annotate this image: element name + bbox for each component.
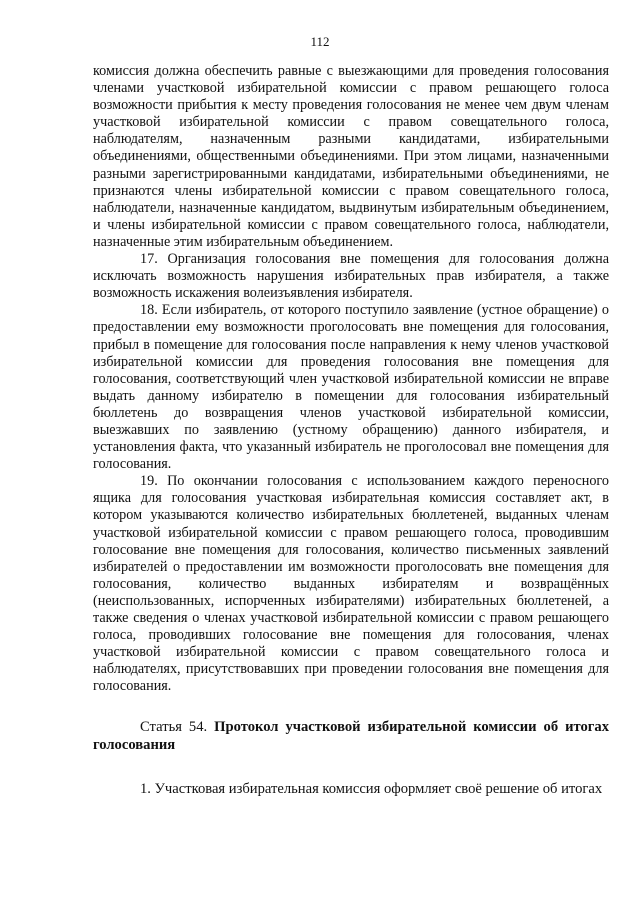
article-heading xyxy=(93,718,609,754)
document-body xyxy=(93,63,609,799)
article-title: Протокол участковой избирательной комиссии об итогах голосования xyxy=(93,719,610,754)
paragraph-article-54-1: 1. Участковая избирательная комиссия оформляет своё решение об итогах xyxy=(140,781,603,798)
paragraph-19: 19. По окончании голосования с использованием каждого переносного ящика для голосования участковая избирательная комиссия составляет акт, в котором указываются количество избирательных бюллетеней, выданных членам участковой избирательной комиссии с правом решающего голоса, проводившим голосование вне помещения для голосования, количество письменных заявлений избирателей о предоставлении им возможности проголосовать вне помещения для голосования, количество выданных избирателям и возвращённых (неиспользованных, испорченных избирателями) избирательных бюллетеней, а также сведения о членах участковой избирательной комиссии с правом решающего голоса, проводивших голосование вне помещения для голосования, членах участковой избирательной комиссии с правом совещательного голоса и наблюдателях, присутствовавших при проведении голосования вне помещения для голосования. xyxy=(93,473,609,695)
paragraph-17: 17. Организация голосования вне помещения для голосования должна исключать возможность нарушения избирательных прав избирателя, а также возможность искажения волеизъявления избирателя. xyxy=(93,251,609,302)
paragraph-continuation: комиссия должна обеспечить равные с выезжающими для проведения голосования членами участковой избирательной комиссии с правом решающего голоса возможности прибытия к месту проведения голосования не менее чем двум членам участковой избирательной комиссии с правом совещательного голоса, наблюдателям, назначенным разными кандидатами, избирательными объединениями, общественными объединениями. При этом лицами, назначенными разными зарегистрированными кандидатами, избирательными объединениями, не признаются члены избирательной комиссии с правом совещательного голоса, наблюдатели, назначенные кандидатом, выдвинутым избирательным объединением, и члены избирательной комиссии с правом совещательного голоса, наблюдатели, назначенные этим избирательным объединением. xyxy=(93,63,609,250)
article-number: Статья 54. xyxy=(140,719,215,736)
page-number: 112 xyxy=(310,34,330,49)
paragraph-18: 18. Если избиратель, от которого поступило заявление (устное обращение) о предоставлении ему возможности проголосовать вне помещения для голосования, прибыл в помещение для голосования после направления к нему членов участковой избирательной комиссии для проведения голосования вне помещения для голосования, соответствующий член участковой избирательной комиссии не вправе выдать данному избирателю в помещении для голосования избирательный бюллетень до возвращения членов участковой избирательной комиссии, выезжавших по заявлению (устному обращению) данного избирателя, и установления факта, что указанный избиратель не проголосовал вне помещения для голосования. xyxy=(93,302,609,473)
